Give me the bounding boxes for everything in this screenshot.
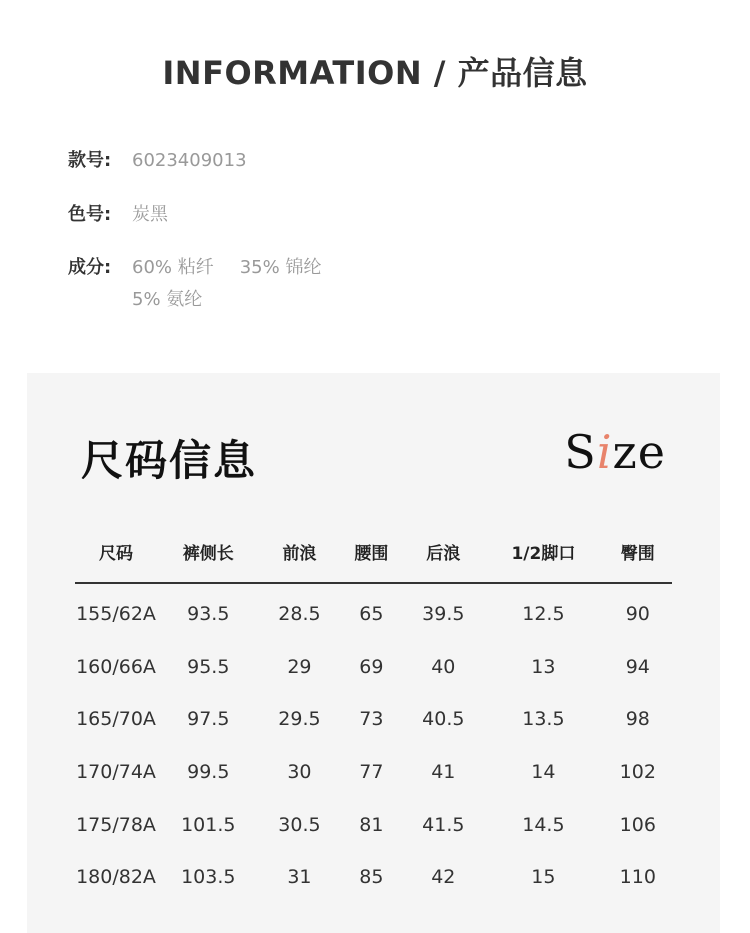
- table-cell: 13.5: [522, 708, 565, 731]
- column-header: 尺码: [75, 520, 157, 583]
- column-header: 后浪: [403, 520, 483, 583]
- column-header: 裤侧长: [157, 520, 260, 583]
- table-cell: 31: [287, 866, 312, 889]
- table-row: [75, 746, 672, 799]
- table-cell: 30.5: [278, 813, 321, 836]
- table-cell: 95.5: [187, 655, 230, 678]
- attribute-composition: [68, 254, 321, 314]
- table-cell: 110: [619, 866, 656, 889]
- table-cell: 69: [359, 655, 384, 678]
- table-cell: 39.5: [422, 603, 465, 626]
- table-row: [75, 693, 672, 746]
- material-item: 60% 粘纤: [132, 257, 214, 278]
- table-cell: 170/74A: [76, 761, 156, 784]
- table-cell: 175/78A: [76, 813, 156, 836]
- table-cell: 29: [287, 655, 312, 678]
- table-cell: 12.5: [522, 603, 565, 626]
- color-value: 炭黑: [132, 204, 168, 225]
- size-script-accent: i: [596, 425, 613, 479]
- table-cell: 94: [625, 655, 650, 678]
- table-cell: 81: [359, 813, 384, 836]
- table-cell: 106: [619, 813, 656, 836]
- table-cell: 101.5: [181, 813, 236, 836]
- material-item: 5% 氨纶: [132, 289, 203, 310]
- table-cell: 160/66A: [76, 655, 156, 678]
- table-cell: 97.5: [187, 708, 230, 731]
- size-script-part: S: [564, 425, 597, 479]
- page-title: INFORMATION / 产品信息: [162, 54, 588, 92]
- table-cell: 42: [431, 866, 456, 889]
- sku-value: 6023409013: [132, 150, 247, 171]
- column-header: 臀围: [604, 520, 672, 583]
- table-cell: 165/70A: [76, 708, 156, 731]
- attribute-sku: [68, 147, 247, 175]
- table-cell: 180/82A: [76, 866, 156, 889]
- table-cell: 99.5: [187, 761, 230, 784]
- table-cell: 73: [359, 708, 384, 731]
- size-script-logo: [564, 425, 666, 479]
- table-cell: 14.5: [522, 813, 565, 836]
- table-cell: 103.5: [181, 866, 236, 889]
- table-row: [75, 583, 672, 641]
- table-cell: 13: [531, 655, 556, 678]
- table-cell: 28.5: [278, 603, 321, 626]
- column-header: 前浪: [260, 520, 340, 583]
- material-item: 35% 锦纶: [239, 257, 322, 278]
- color-label: 色号:: [68, 204, 112, 225]
- table-cell: 155/62A: [76, 603, 156, 626]
- table-row: [75, 798, 672, 851]
- table-cell: 65: [359, 603, 384, 626]
- size-title: 尺码信息: [81, 436, 258, 485]
- table-cell: 40: [431, 655, 456, 678]
- table-header-row: [75, 520, 672, 583]
- column-header: 1/2脚口: [483, 520, 603, 583]
- table-cell: 30: [287, 761, 312, 784]
- table-cell: 102: [619, 761, 656, 784]
- table-cell: 29.5: [278, 708, 321, 731]
- table-cell: 41: [431, 761, 456, 784]
- table-cell: 77: [359, 761, 384, 784]
- table-row: [75, 851, 672, 904]
- table-cell: 40.5: [422, 708, 465, 731]
- table-cell: 15: [531, 866, 556, 889]
- table-cell: 14: [531, 761, 556, 784]
- table-cell: 41.5: [422, 813, 465, 836]
- size-table: [75, 520, 672, 904]
- size-script-part: ze: [612, 425, 666, 479]
- column-header: 腰围: [339, 520, 403, 583]
- attribute-color: [68, 201, 168, 229]
- table-cell: 85: [359, 866, 384, 889]
- table-cell: 98: [625, 708, 650, 731]
- table-cell: 93.5: [187, 603, 230, 626]
- table-row: [75, 641, 672, 694]
- composition-label: 成分:: [68, 257, 112, 278]
- size-panel: [27, 373, 720, 933]
- table-cell: 90: [625, 603, 650, 626]
- composition-values: [132, 254, 321, 314]
- sku-label: 款号:: [68, 150, 112, 171]
